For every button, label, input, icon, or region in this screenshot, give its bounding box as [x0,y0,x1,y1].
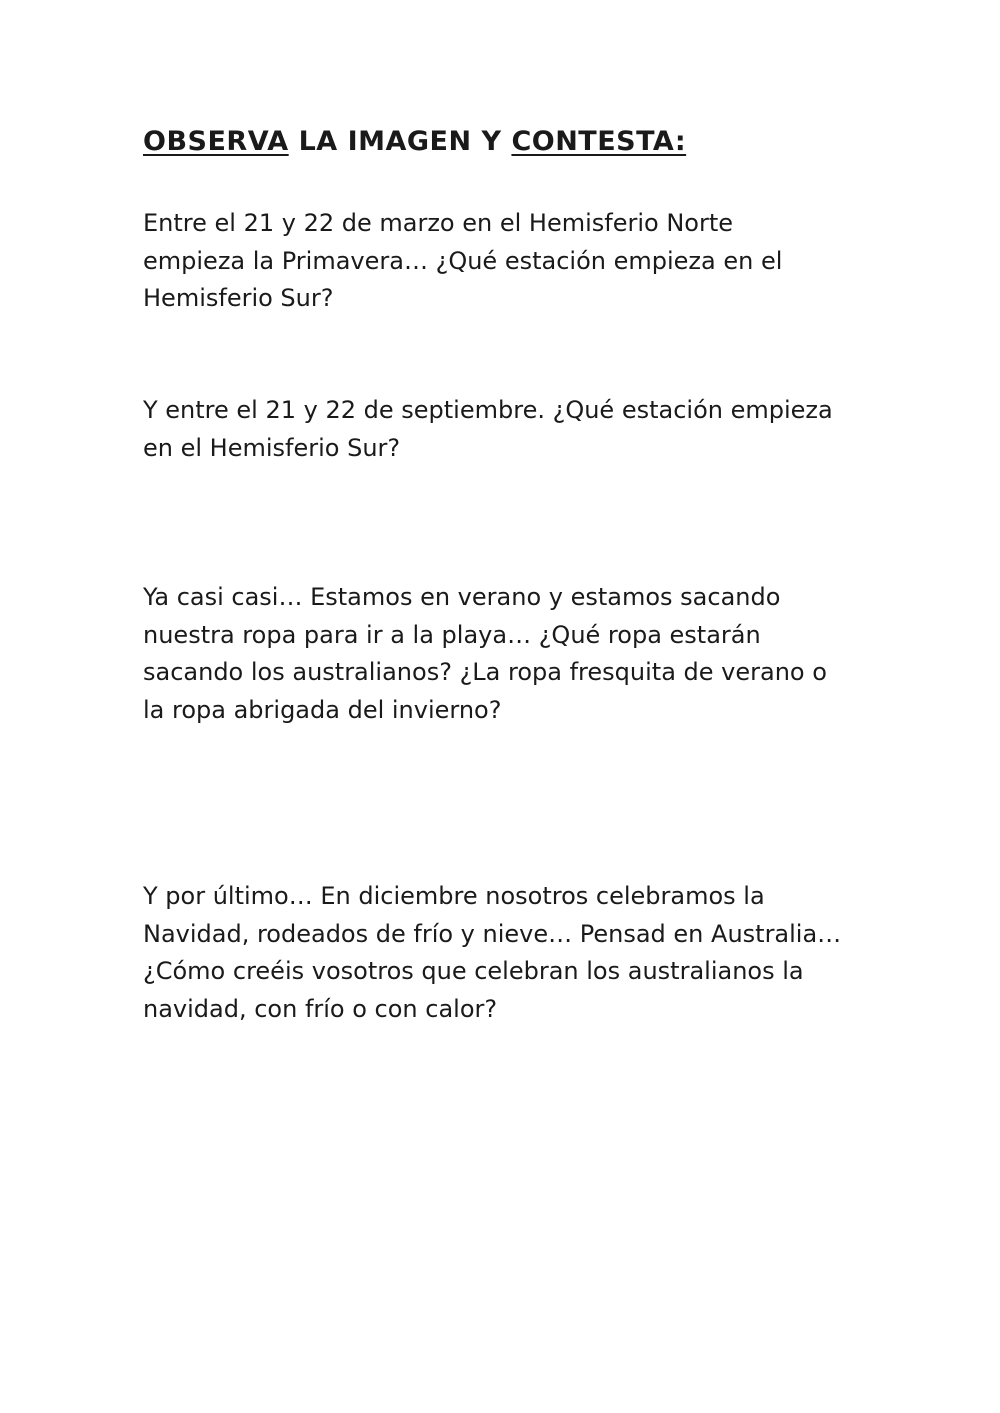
question-4 [143,878,873,1028]
question-1 [143,205,873,318]
question-4-line-2: Navidad, rodeados de frío y nieve… Pensad en Australia… [143,919,842,948]
question-2-line-1: Y entre el 21 y 22 de septiembre. ¿Qué estación empieza [143,396,833,424]
title-middle: LA IMAGEN Y [288,126,512,157]
question-4-line-3: ¿Cómo creéis vosotros que celebran los australianos la [143,957,804,985]
question-3 [143,579,873,729]
question-3-line-1: Ya casi casi… Estamos en verano y estamos sacando [143,583,781,611]
worksheet-title [143,124,686,160]
question-4-line-4: navidad, con frío o con calor? [143,994,498,1023]
question-3-line-4: la ropa abrigada del invierno? [143,695,502,724]
title-observa: OBSERVA [143,126,289,157]
title-contesta: CONTESTA: [511,126,687,157]
question-1-line-1: Entre el 21 y 22 de marzo en el Hemisferio Norte [143,209,734,237]
question-1-line-2: empieza la Primavera… ¿Qué estación empieza en el [143,246,783,275]
question-3-line-3: sacando los australianos? ¿La ropa fresquita de verano o [143,658,827,686]
question-1-line-3: Hemisferio Sur? [143,284,334,312]
question-3-line-2: nuestra ropa para ir a la playa… ¿Qué ropa estarán [143,620,761,649]
question-2-line-2: en el Hemisferio Sur? [143,433,401,462]
question-2 [143,392,873,467]
question-4-line-1: Y por último… En diciembre nosotros celebramos la [143,882,765,910]
